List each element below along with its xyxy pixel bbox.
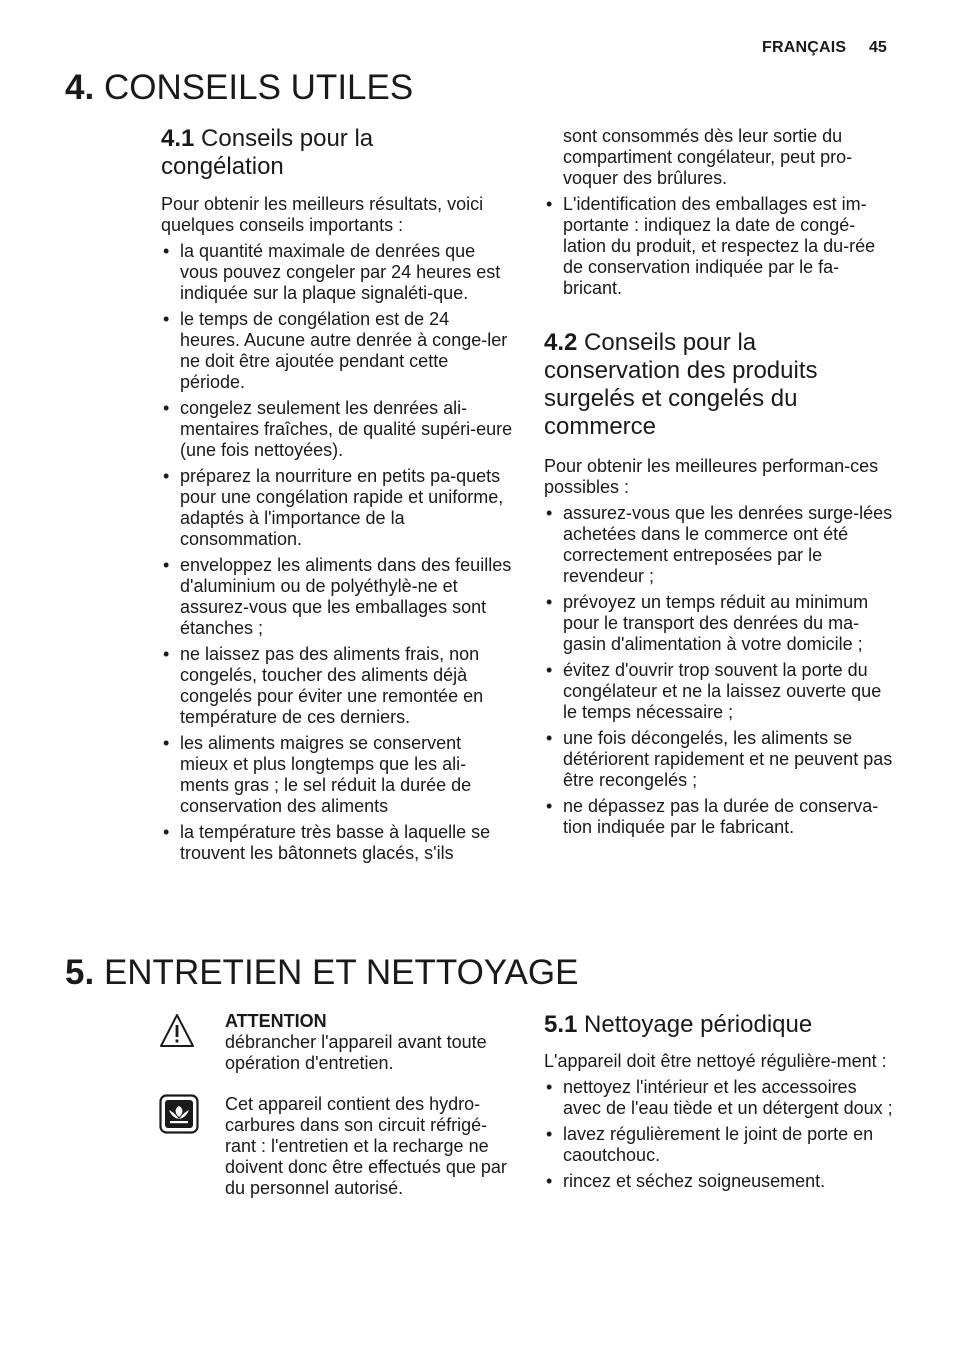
list-item: • la température très basse à laquelle se trouvent les bâtonnets glacés, s'ils: [161, 822, 513, 864]
list-item: • évitez d'ouvrir trop souvent la porte du congélateur et ne la laissez ouverte que le temps nécessaire ;: [544, 660, 898, 723]
subsection-heading: [544, 1011, 898, 1039]
list-item: • prévoyez un temps réduit au minimum pour le transport des denrées du ma-gasin d'alimentation à votre domicile ;: [544, 592, 898, 655]
environment-note-text: Cet appareil contient des hydro-carbures dans son circuit réfrigé-rant : l'entretien et la recharge ne doivent donc être effectués que par du personnel autorisé.: [225, 1094, 507, 1198]
subsection-5-1: [544, 1011, 898, 1192]
environment-leaf-icon: [159, 1094, 199, 1134]
section-title: CONSEILS UTILES: [103, 68, 414, 107]
subsection-title-line2: congélation: [161, 153, 284, 180]
list-item: • la quantité maximale de denrées que vous pouvez congeler par 24 heures est indiquée sur la plaque signaléti-que.: [161, 241, 513, 304]
subsection-number: 4.2: [544, 329, 578, 356]
subsection-title-line1: Conseils pour la: [201, 125, 374, 152]
environment-note: [225, 1094, 517, 1199]
section-5-heading: [65, 953, 578, 993]
list-item: • le temps de congélation est de 24 heures. Aucune autre denrée à conge-ler ne doit être ajoutée pendant cette période.: [161, 309, 513, 393]
list-item: • une fois décongelés, les aliments se détériorent rapidement et ne peuvent pas être recongelés ;: [544, 728, 898, 791]
subsection-heading: [161, 125, 513, 181]
page-header-language: FRANÇAIS: [762, 39, 847, 56]
section-title: ENTRETIEN ET NETTOYAGE: [103, 953, 579, 992]
list-item: • les aliments maigres se conservent mieux et plus longtemps que les ali-ments gras ; le sel réduit la durée de conservation des aliments: [161, 733, 513, 817]
list-item: • assurez-vous que les denrées surge-lées achetées dans le commerce ont été correctement entreposées par le revendeur ;: [544, 503, 898, 587]
tips-list: [161, 241, 513, 864]
page-number: 45: [869, 39, 887, 56]
continued-tips-list: [544, 126, 898, 299]
intro-paragraph: Pour obtenir les meilleures performan-ces possibles :: [544, 456, 879, 497]
subsection-4-1: [161, 125, 513, 864]
list-item: • ne dépassez pas la durée de conserva-tion indiquée par le fabricant.: [544, 796, 898, 838]
list-item-continued: sont consommés dès leur sortie du compartiment congélateur, peut pro-voquer des brûlures.: [563, 126, 853, 188]
right-column-section-4: [544, 126, 898, 838]
attention-title: ATTENTION: [225, 1011, 327, 1031]
section-number: 5.: [65, 953, 95, 992]
section-number: 4.: [65, 68, 95, 107]
list-item: • lavez régulièrement le joint de porte en caoutchouc.: [544, 1124, 898, 1166]
subsection-4-2-heading: [544, 329, 898, 441]
list-item: • rincez et séchez soigneusement.: [544, 1171, 898, 1192]
list-item: • ne laissez pas des aliments frais, non congelés, toucher des aliments déjà congelés pour éviter une remontée en température de ces derniers.: [161, 644, 513, 728]
cleaning-list: [544, 1077, 898, 1192]
list-item: • nettoyez l'intérieur et les accessoires avec de l'eau tiède et un détergent doux ;: [544, 1077, 898, 1119]
list-item: • congelez seulement les denrées ali-mentaires fraîches, de qualité supéri-eure (une fois nettoyées).: [161, 398, 513, 461]
list-item: • L'identification des emballages est im-portante : indiquez la date de congé-lation du produit, et respectez la du-rée de conservation indiquée par le fa-bricant.: [544, 194, 898, 299]
subsection-title: Conseils pour la conservation des produits surgelés et congelés du commerce: [544, 329, 818, 440]
intro-paragraph: L'appareil doit être nettoyé régulière-ment :: [544, 1051, 887, 1071]
subsection-number: 5.1: [544, 1011, 578, 1038]
attention-notice: [225, 1011, 517, 1074]
list-item: • préparez la nourriture en petits pa-quets pour une congélation rapide et uniforme, adaptés à l'importance de la consommation.: [161, 466, 513, 550]
attention-text: débrancher l'appareil avant toute opération d'entretien.: [225, 1032, 487, 1073]
subsection-number: 4.1: [161, 125, 195, 152]
list-item: • enveloppez les aliments dans des feuilles d'aluminium ou de polyéthylè-ne et assurez-vous que les emballages sont étanches ;: [161, 555, 513, 639]
subsection-title: Nettoyage périodique: [584, 1011, 813, 1038]
warning-triangle-icon: [158, 1012, 196, 1050]
conservation-list: [544, 503, 898, 838]
section-4-heading: [65, 68, 413, 108]
intro-paragraph: Pour obtenir les meilleurs résultats, voici quelques conseils importants :: [161, 194, 484, 235]
